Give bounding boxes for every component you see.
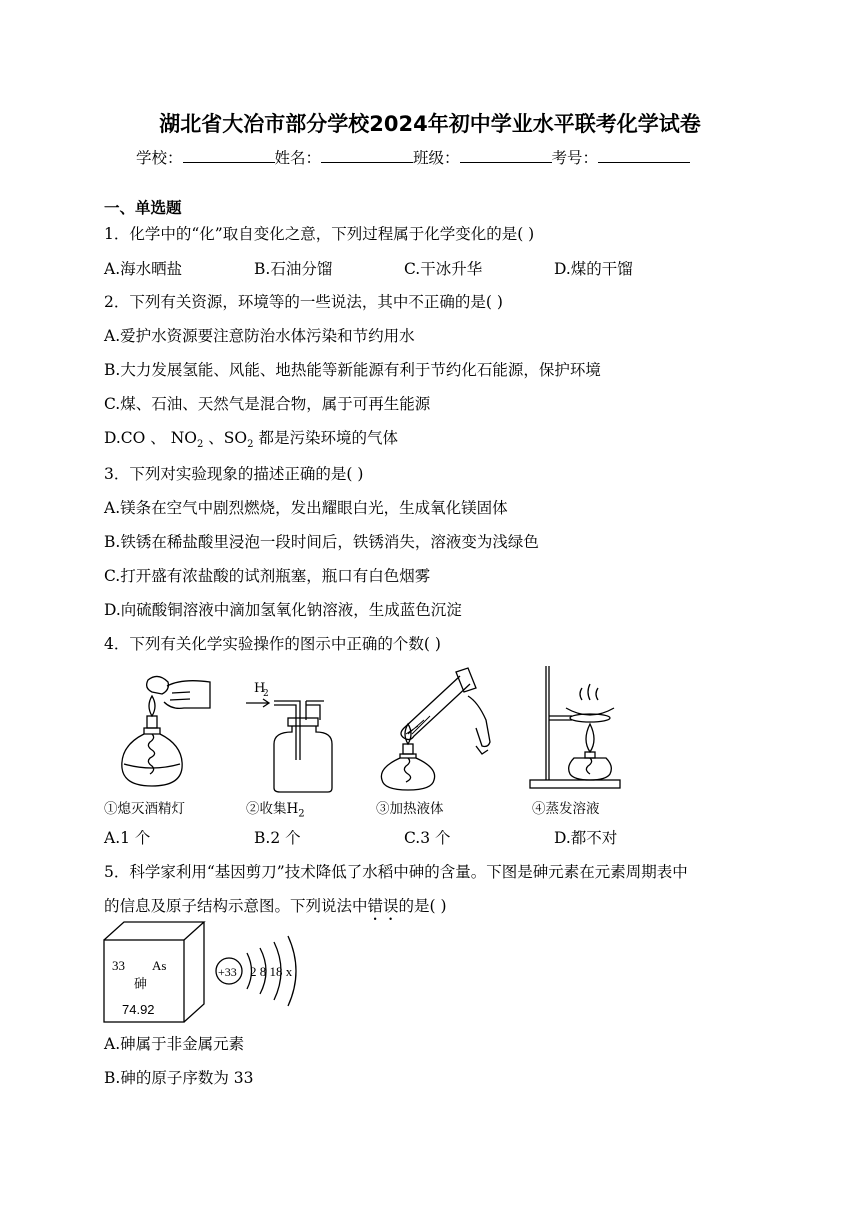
q4-option-a: A.1 个 bbox=[104, 829, 151, 847]
q2-stem: 2．下列有关资源，环境等的一些说法，其中不正确的是( ) bbox=[104, 293, 503, 311]
q1-stem: 1．化学中的“化”取自变化之意，下列过程属于化学变化的是( ) bbox=[104, 225, 535, 243]
q2-option-b: B.大力发展氢能、风能、地热能等新能源有利于节约化石能源，保护环境 bbox=[104, 361, 601, 379]
student-info-line bbox=[136, 146, 690, 168]
section-heading: 一、单选题 bbox=[104, 199, 182, 217]
fig-evaporate-solution bbox=[526, 662, 630, 792]
q4-stem: 4．下列有关化学实验操作的图示中正确的个数( ) bbox=[104, 635, 441, 653]
fig-collect-h2 bbox=[244, 680, 334, 795]
school-label: 学校： bbox=[136, 149, 183, 167]
q3-option-b: B.铁锈在稀盐酸里浸泡一段时间后，铁锈消失，溶液变为浅绿色 bbox=[104, 533, 539, 551]
fig1-caption: ①熄灭酒精灯 bbox=[104, 801, 185, 817]
fig3-caption: ③加热液体 bbox=[376, 801, 444, 817]
q5-option-a: A.砷属于非金属元素 bbox=[104, 1035, 245, 1053]
q1-option-b: B.石油分馏 bbox=[254, 260, 333, 278]
school-blank bbox=[183, 148, 275, 163]
cell-symbol: As bbox=[152, 958, 167, 973]
q5-stem-line2: 的信息及原子结构示意图。下列说法中错误的是( ) bbox=[104, 897, 447, 915]
cell-name: 砷 bbox=[134, 977, 148, 992]
q3-option-d: D.向硫酸铜溶液中滴加氢氧化钠溶液，生成蓝色沉淀 bbox=[104, 601, 462, 619]
fig2-caption: ②收集$H_2$ bbox=[246, 801, 305, 820]
exam-title: 湖北省大冶市部分学校2024年初中学业水平联考化学试卷 bbox=[159, 112, 701, 136]
q3-stem: 3．下列对实验现象的描述正确的是( ) bbox=[104, 465, 364, 483]
class-label: 班级： bbox=[413, 149, 460, 167]
number-blank bbox=[598, 148, 690, 163]
fig4-caption: ④蒸发溶液 bbox=[532, 801, 600, 817]
number-label: 考号： bbox=[551, 149, 599, 167]
class-blank bbox=[460, 148, 552, 163]
name-blank bbox=[321, 148, 413, 163]
q4-option-b: B.2 个 bbox=[254, 829, 301, 847]
fig-extinguish-lamp bbox=[112, 668, 222, 793]
q1-option-c: C.干冰升华 bbox=[404, 260, 483, 278]
q4-option-d: D.都不对 bbox=[554, 829, 618, 847]
fig-h2-sub: 2 bbox=[263, 689, 269, 699]
q3-option-a: A.镁条在空气中剧烈燃烧，发出耀眼白光，生成氧化镁固体 bbox=[104, 499, 508, 517]
electron-shells: 2 8 18 x bbox=[250, 964, 293, 979]
q2-option-d: D.CO 、 $NO_2$ 、$SO_2$ 都是污染环境的气体 bbox=[104, 429, 398, 451]
q2-option-c: C.煤、石油、天然气是混合物，属于可再生能源 bbox=[104, 395, 431, 413]
q4-option-c: C.3 个 bbox=[404, 829, 451, 847]
q5-option-b: B.砷的原子序数为 33 bbox=[104, 1069, 254, 1087]
fig-heat-liquid bbox=[378, 662, 498, 792]
nucleus-charge: +33 bbox=[218, 965, 237, 979]
fig-h2-label: H bbox=[254, 681, 266, 696]
cell-atomic-mass: 74.92 bbox=[122, 1002, 155, 1017]
q3-option-c: C.打开盛有浓盐酸的试剂瓶塞，瓶口有白色烟雾 bbox=[104, 567, 431, 585]
cell-atomic-number: 33 bbox=[112, 958, 125, 973]
q1-option-a: A.海水晒盐 bbox=[104, 260, 183, 278]
q5-stem-line1: 5．科学家利用“基因剪刀”技术降低了水稻中砷的含量。下图是砷元素在元素周期表中 bbox=[104, 863, 688, 881]
name-label: 姓名： bbox=[274, 149, 322, 167]
q1-option-d: D.煤的干馏 bbox=[554, 260, 633, 278]
q2-option-a: A.爱护水资源要注意防治水体污染和节约用水 bbox=[104, 327, 415, 345]
q5-emphasis: 错误 bbox=[367, 897, 399, 915]
arsenic-figure bbox=[100, 918, 310, 1028]
